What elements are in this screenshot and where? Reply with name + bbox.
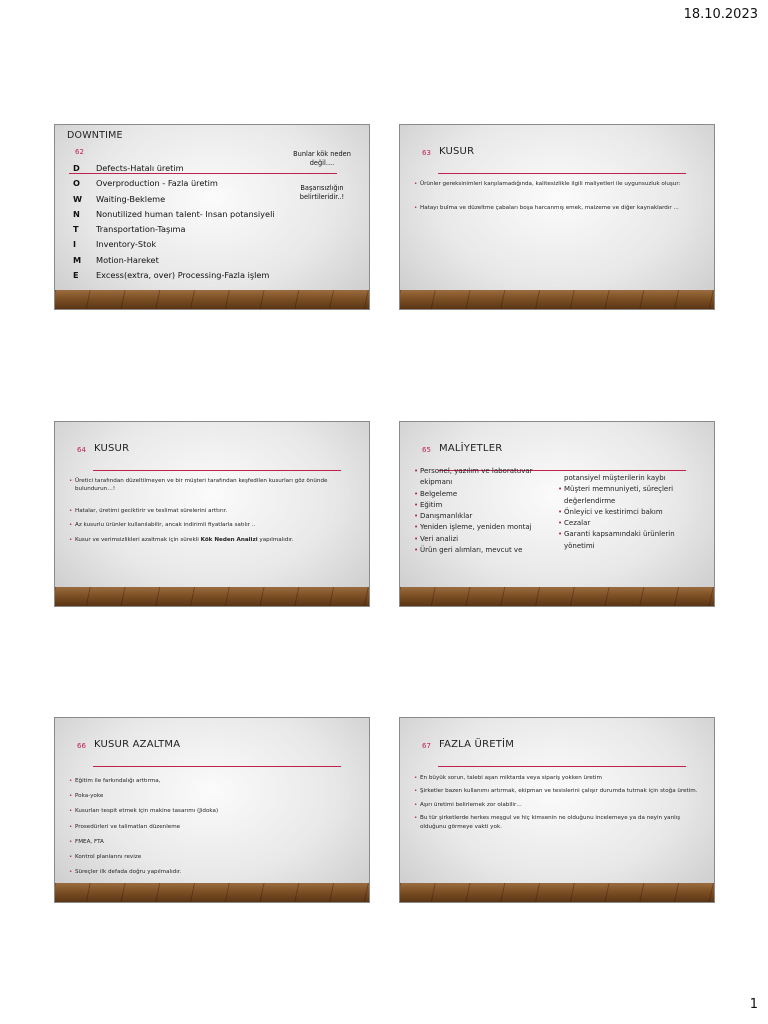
bullet-list bbox=[414, 774, 700, 831]
slide-title: KUSUR bbox=[94, 443, 130, 454]
bullet-list bbox=[414, 180, 700, 213]
slide-number: 66 bbox=[77, 742, 86, 750]
wood-floor-decoration bbox=[55, 883, 369, 902]
acronym-letter: E bbox=[73, 270, 79, 281]
bullet-item: • En büyük sorun, talebi aşan miktarda veya sipariş yokken üretim bbox=[414, 774, 700, 782]
slide-title: KUSUR bbox=[439, 146, 475, 157]
bullet-item: • Aşırı üretimi belirlemek zor olabilir… bbox=[414, 801, 700, 809]
bullet-item: • Bu tür şirketlerde herkes meşgul ve hiç kimsenin ne olduğunu incelemeye ya da neyin yanlış olduğunu görmeye vakti yok. bbox=[414, 814, 700, 831]
cost-item: • Önleyici ve kestirimci bakım bbox=[558, 507, 706, 518]
acronym-letter: O bbox=[73, 178, 80, 189]
bullet-item bbox=[69, 536, 355, 544]
bullet-item: • Hatayı bulma ve düzeltme çabaları boşa harcanmış emek, malzeme ve diğer kaynaklardır ... bbox=[414, 204, 700, 212]
bullet-text: yapılmalıdır. bbox=[259, 536, 294, 543]
bullet-item: • Ürünler gereksinimleri karşılamadığında, kalitesizlikle ilgili maliyetleri ile uygunsuzluk oluşur: bbox=[414, 180, 700, 188]
bullet-item: • Eğitim ile farkındalığı arttırma, bbox=[69, 774, 355, 789]
page-date: 18.10.2023 bbox=[683, 7, 758, 22]
wood-floor-decoration bbox=[400, 587, 714, 606]
bullet-item: • Şirketler bazen kullanımı artırmak, ekipman ve tesislerini çalışır durumda tutmak için stoğa üretim. bbox=[414, 787, 700, 795]
acronym-letter: W bbox=[73, 193, 83, 204]
bullet-text: Kusur ve verimsizlikleri azaltmak için sürekli bbox=[75, 536, 199, 543]
page-number: 1 bbox=[749, 997, 758, 1012]
slide-title: DOWNTIME bbox=[67, 130, 123, 141]
bullet-item: • Prosedürleri ve talimatları düzenleme bbox=[69, 820, 355, 835]
acronym-letter: I bbox=[73, 239, 77, 250]
cost-item-continuation: potansiyel müşterilerin kaybı bbox=[564, 474, 666, 482]
acronym-letter: N bbox=[73, 208, 80, 219]
wood-floor-decoration bbox=[400, 290, 714, 309]
cost-list-left bbox=[414, 466, 554, 556]
bullet-emphasis: Kök Neden Analizi bbox=[200, 536, 258, 543]
slide-title: KUSUR AZALTMA bbox=[94, 739, 181, 750]
downtime-row bbox=[73, 192, 275, 207]
wood-floor-decoration bbox=[55, 587, 369, 606]
cost-item: • Garanti kapsamındaki ürünlerin yönetimi bbox=[558, 529, 706, 552]
slide-63-kusur bbox=[399, 124, 715, 310]
downtime-row bbox=[73, 207, 275, 222]
title-rule bbox=[93, 470, 341, 471]
wood-floor-decoration bbox=[400, 883, 714, 902]
cost-item: • Ürün geri alımları, mevcut ve bbox=[414, 545, 554, 556]
bullet-item: • Kusurları tespit etmek için makine tasarımı (Jidoka) bbox=[69, 804, 355, 819]
cost-item: • Danışmanlıklar bbox=[414, 511, 554, 522]
downtime-row bbox=[73, 237, 275, 252]
bullet-item: • Hatalar, üretimi geciktirir ve teslimat sürelerini arttırır. bbox=[69, 507, 355, 515]
slide-number: 67 bbox=[422, 742, 431, 750]
cost-item: • Cezalar bbox=[558, 518, 706, 529]
bullet-item: • Üretici tarafından düzeltilmeyen ve bir müşteri tarafından keşfedilen kusurları göz önünde bulundurun…! bbox=[69, 477, 355, 494]
row-text: Motion-Hareket bbox=[96, 254, 159, 265]
downtime-row bbox=[73, 176, 275, 191]
title-rule bbox=[438, 173, 686, 174]
downtime-row bbox=[73, 161, 275, 176]
title-rule bbox=[438, 766, 686, 767]
slide-title: FAZLA ÜRETİM bbox=[439, 739, 515, 750]
wood-floor-decoration bbox=[55, 290, 369, 309]
cost-item: • Yeniden işleme, yeniden montaj bbox=[414, 522, 554, 533]
bullet-item: • Süreçler ilk defada doğru yapılmalıdır. bbox=[69, 865, 355, 880]
cost-item: • Veri analizi bbox=[414, 534, 554, 545]
row-text: Excess(extra, over) Processing-Fazla işlem bbox=[96, 270, 270, 281]
downtime-list bbox=[73, 161, 275, 283]
slide-64-kusur bbox=[54, 421, 370, 607]
acronym-letter: M bbox=[73, 254, 82, 265]
title-rule bbox=[93, 766, 341, 767]
cost-item: • Eğitim bbox=[414, 500, 554, 511]
side-note-symptoms: Başarısızlığın belirtileridir..! bbox=[299, 184, 345, 201]
bullet-item: • Az kusurlu ürünler kullanılabilir, ancak indirimli fiyatlarla satılır .. bbox=[69, 521, 355, 529]
row-text: Nonutilized human talent- Insan potansiyeli bbox=[96, 208, 275, 219]
cost-item: • Personel, yazılım ve laboratuvar ekipmanı bbox=[414, 466, 554, 489]
row-text: Inventory-Stok bbox=[96, 239, 157, 250]
row-text: Transportation-Taşıma bbox=[96, 224, 186, 235]
slide-67-fazla-uretim bbox=[399, 717, 715, 903]
bullet-item: • Kontrol planlarını revize bbox=[69, 850, 355, 865]
slide-number: 65 bbox=[422, 446, 431, 454]
cost-item: • Müşteri memnuniyeti, süreçleri değerlendirme bbox=[558, 484, 706, 507]
cost-item: • Belgeleme bbox=[414, 489, 554, 500]
slide-number: 63 bbox=[422, 149, 431, 157]
slide-number: 62 bbox=[75, 148, 84, 156]
acronym-letter: T bbox=[73, 224, 79, 235]
downtime-row bbox=[73, 268, 275, 283]
row-text: Overproduction - Fazla üretim bbox=[96, 178, 218, 189]
bullet-item: • Poka-yoke bbox=[69, 789, 355, 804]
downtime-row bbox=[73, 222, 275, 237]
side-note-root-cause: Bunlar kök neden değil.... bbox=[293, 150, 351, 167]
slide-65-maliyetler bbox=[399, 421, 715, 607]
cost-list-right bbox=[558, 473, 706, 552]
slide-number: 64 bbox=[77, 446, 86, 454]
row-text: Defects-Hatalı üretim bbox=[96, 163, 184, 173]
slide-66-kusur-azaltma bbox=[54, 717, 370, 903]
bullet-list bbox=[69, 477, 355, 544]
bullet-item: • FMEA, FTA bbox=[69, 835, 355, 850]
acronym-letter: D bbox=[73, 163, 80, 173]
downtime-row bbox=[73, 253, 275, 268]
slide-title: MALİYETLER bbox=[439, 443, 503, 454]
row-text: Waiting-Bekleme bbox=[96, 193, 166, 204]
bullet-list bbox=[69, 774, 355, 880]
slide-62-downtime bbox=[54, 124, 370, 310]
